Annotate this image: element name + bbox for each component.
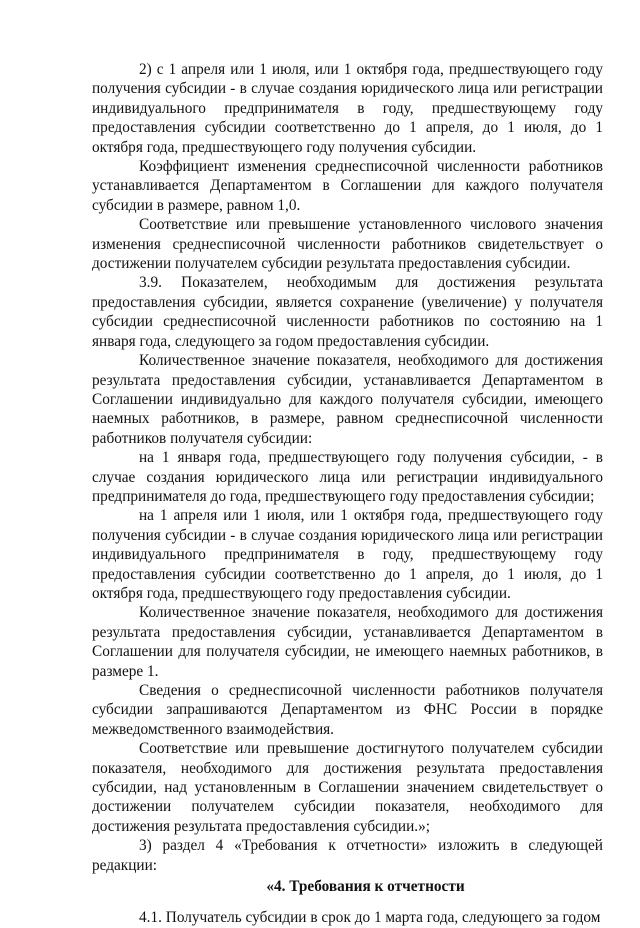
paragraph-7: на 1 апреля или 1 июля, или 1 октября года, предшествующего году получения субсидии - в случае создания юридического лица или регистрации индивидуального предпринимателя в году, предшествующему году предоставления субсидии соответственно до 1 апреля, до 1 июля, до 1 октября года, предшествующего году предоставления субсидии. xyxy=(92,507,603,602)
paragraph-8: Количественное значение показателя, необходимого для достижения результата предоставления субсидии, устанавливается Департаментом в Соглашении для получателя субсидии, не имеющего наемных работников, в размере 1. xyxy=(92,604,603,680)
paragraph-9: Сведения о среднесписочной численности работников получателя субсидии запрашиваются Департаментом из ФНС России в порядке межведомственного взаимодействия. xyxy=(92,682,603,738)
paragraph-12: 4.1. Получатель субсидии в срок до 1 марта года, следующего за годом xyxy=(139,909,601,927)
paragraph-6: на 1 января года, предшествующего году получения субсидии, - в случае создания юридического лица или регистрации индивидуального предпринимателя до года, предшествующего году предоставления субсидии; xyxy=(92,449,603,505)
paragraph-3: Соответствие или превышение установленного числового значения изменения среднесписочной численности работников свидетельствует о достижении получателем субсидии результата предоставления субсидии. xyxy=(92,216,603,273)
paragraph-10: Соответствие или превышение достигнутого получателем субсидии показателя, необходимого для достижения результата предоставления субсидии, над установленным в Соглашении значением свидетельствует о достижении получателем субсидии показателя, необходимого для достижения результата предоставления субсидии.»; xyxy=(92,740,603,835)
paragraph-11: 3) раздел 4 «Требования к отчетности» изложить в следующей редакции: xyxy=(92,837,603,874)
paragraph-1: 2) с 1 апреля или 1 июля, или 1 октября года, предшествующего году получения субсидии - в случае создания юридического лица или регистрации индивидуального предпринимателя в году, предшествующему году предоставления субсидии соответственно до 1 апреля, до 1 июля, до 1 октября года, предшествующего году получения субсидии. xyxy=(92,61,603,156)
section-heading: «4. Требования к отчетности xyxy=(266,878,465,896)
paragraph-2: Коэффициент изменения среднесписочной численности работников устанавливается Департаментом в Соглашении для каждого получателя субсидии в размере, равном 1,0. xyxy=(92,158,603,214)
paragraph-5: Количественное значение показателя, необходимого для достижения результата предоставления субсидии, устанавливается Департаментом в Соглашении индивидуально для каждого получателя субсидии, имеющего наемных работников, в размере, равном среднесписочной численности работников получателя субсидии: xyxy=(92,352,603,447)
paragraph-4: 3.9. Показателем, необходимым для достижения результата предоставления субсидии, является сохранение (увеличение) у получателя субсидии среднесписочной численности работников по состоянию на 1 января года, следующего за годом предоставления субсидии. xyxy=(92,274,603,350)
